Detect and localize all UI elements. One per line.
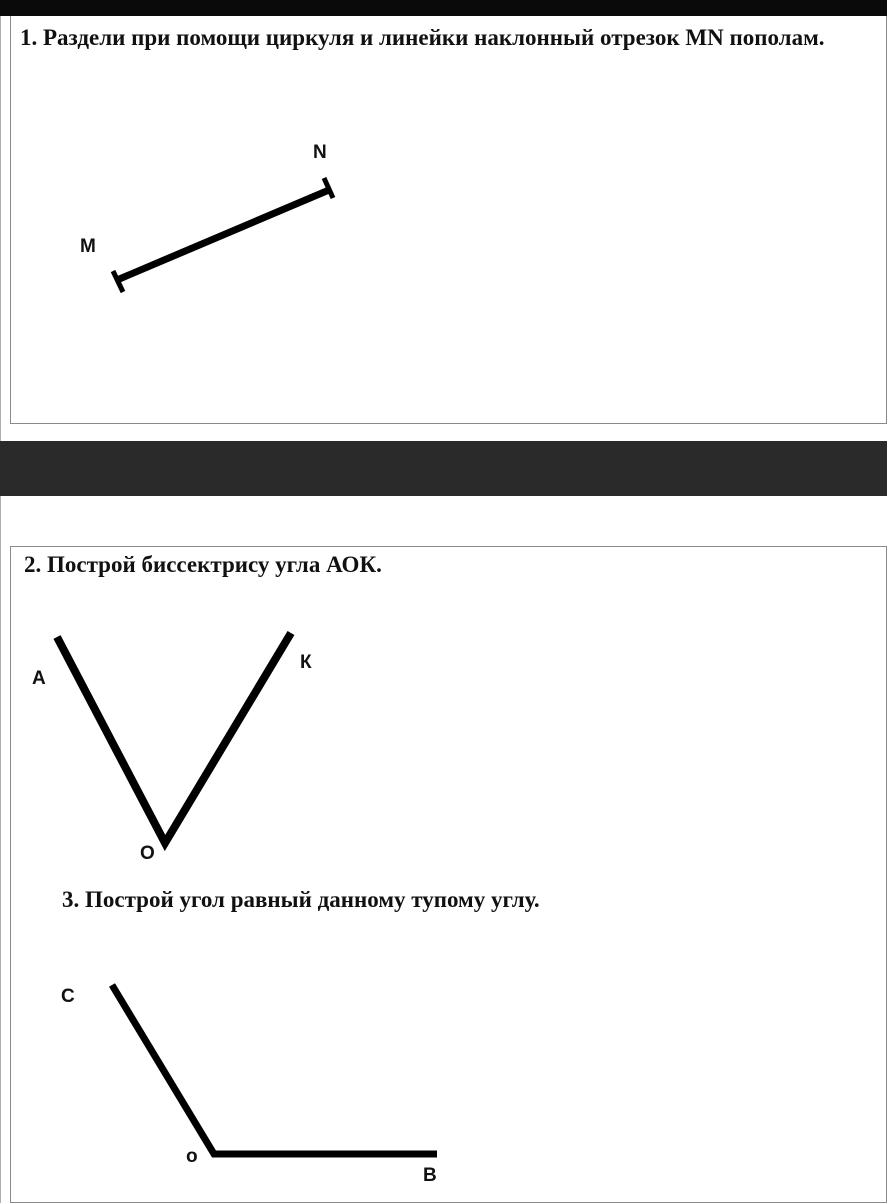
angle-aok (57, 633, 291, 843)
task-3-title: 3. Построй угол равный данному тупому углу. (62, 887, 540, 912)
label-point-n: N (313, 142, 327, 163)
angle-cob (112, 985, 437, 1154)
label-point-o-cob: о (186, 1146, 198, 1167)
task-2-title: 2. Построй биссектрису угла АОК. (24, 552, 382, 577)
segment-mn (113, 178, 333, 292)
label-point-m: M (80, 236, 96, 257)
label-point-c: С (61, 986, 75, 1007)
task-1-title: 1. Раздели при помощи циркуля и линейки наклонный отрезок MN пополам. (20, 25, 825, 50)
segment-mn-line (117, 190, 329, 280)
label-point-a: А (32, 668, 46, 689)
label-point-o-aok: О (140, 843, 155, 864)
label-point-b: В (423, 1165, 437, 1186)
label-point-k: К (300, 652, 312, 673)
